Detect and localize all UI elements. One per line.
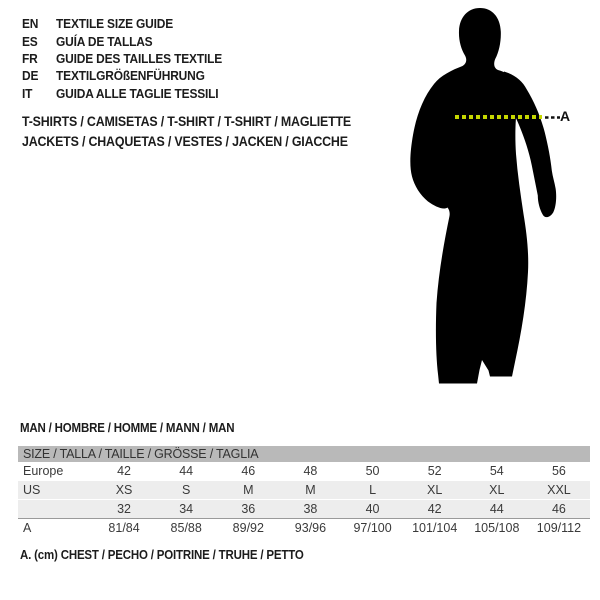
size-cell: 109/112 [536, 521, 582, 535]
size-cell: S [182, 483, 191, 497]
size-cell: 36 [241, 502, 256, 516]
size-cell: 85/88 [170, 521, 202, 535]
size-cell: 105/108 [474, 521, 520, 535]
size-cell: 101/104 [412, 521, 458, 535]
size-cell: 97/100 [353, 521, 392, 535]
size-cell: 81/84 [108, 521, 140, 535]
size-cell: 93/96 [294, 521, 327, 535]
language-guide-list [22, 15, 222, 102]
size-cell: 42 [117, 464, 132, 478]
size-cell: 34 [179, 502, 194, 516]
language-label: GUIDA ALLE TAGLIE TESSILI [56, 85, 219, 101]
language-label: TEXTILGRÖßENFÜHRUNG [56, 68, 205, 84]
size-cell: 54 [489, 464, 504, 478]
size-cell: XS [115, 483, 133, 497]
row-label: Europe [23, 464, 64, 478]
section-title-man: MAN / HOMBRE / HOMME / MANN / MAN [20, 421, 235, 435]
size-cell: 42 [427, 502, 442, 516]
size-table-body [18, 462, 590, 537]
language-code: EN [22, 16, 39, 32]
size-cell: 40 [365, 502, 380, 516]
size-cell: 52 [427, 464, 442, 478]
size-cell: 48 [303, 464, 318, 478]
size-cell: 46 [241, 464, 256, 478]
table-row [18, 462, 590, 480]
man-body-shape [410, 8, 528, 384]
size-cell: 44 [489, 502, 504, 516]
size-cell: 50 [365, 464, 380, 478]
size-table [18, 446, 590, 537]
row-label: A [23, 521, 32, 535]
language-code: ES [22, 33, 38, 49]
category-jackets: JACKETS / CHAQUETAS / VESTES / JACKEN / GIACCHE [22, 133, 348, 149]
language-code: IT [22, 85, 33, 101]
size-cell: 44 [179, 464, 194, 478]
table-row [18, 499, 590, 518]
size-cell: 56 [551, 464, 566, 478]
footnote-chest: A. (cm) CHEST / PECHO / POITRINE / TRUHE / PETTO [20, 548, 304, 562]
size-cell: M [305, 483, 316, 497]
language-label: GUÍA DE TALLAS [56, 33, 153, 49]
man-silhouette-figure [405, 5, 600, 395]
table-row [18, 480, 590, 499]
language-code: DE [22, 68, 39, 84]
garment-categories [22, 112, 351, 151]
language-row [22, 32, 222, 49]
language-label: GUIDE DES TAILLES TEXTILE [56, 50, 222, 66]
size-cell: 38 [303, 502, 318, 516]
size-cell: XXL [547, 483, 571, 497]
size-cell: 89/92 [232, 521, 264, 535]
language-label: TEXTILE SIZE GUIDE [56, 16, 174, 32]
category-tshirts: T-SHIRTS / CAMISETAS / T-SHIRT / T-SHIRT / MAGLIETTE [22, 114, 352, 129]
language-row [22, 50, 222, 67]
size-table-header: SIZE / TALLA / TAILLE / GRÖSSE / TAGLIA [18, 446, 590, 462]
language-code: FR [22, 50, 38, 66]
size-cell: 32 [117, 502, 132, 516]
language-row [22, 67, 222, 84]
size-cell: M [243, 483, 254, 497]
size-cell: L [369, 483, 377, 497]
language-row [22, 85, 222, 102]
row-label: US [23, 483, 41, 497]
language-row [22, 15, 222, 32]
measure-label-a: A [560, 108, 571, 124]
size-cell: 46 [551, 502, 566, 516]
table-row [18, 518, 590, 537]
size-cell: XL [427, 483, 443, 497]
man-silhouette [405, 5, 570, 390]
size-cell: XL [489, 483, 505, 497]
row-label [18, 500, 93, 518]
